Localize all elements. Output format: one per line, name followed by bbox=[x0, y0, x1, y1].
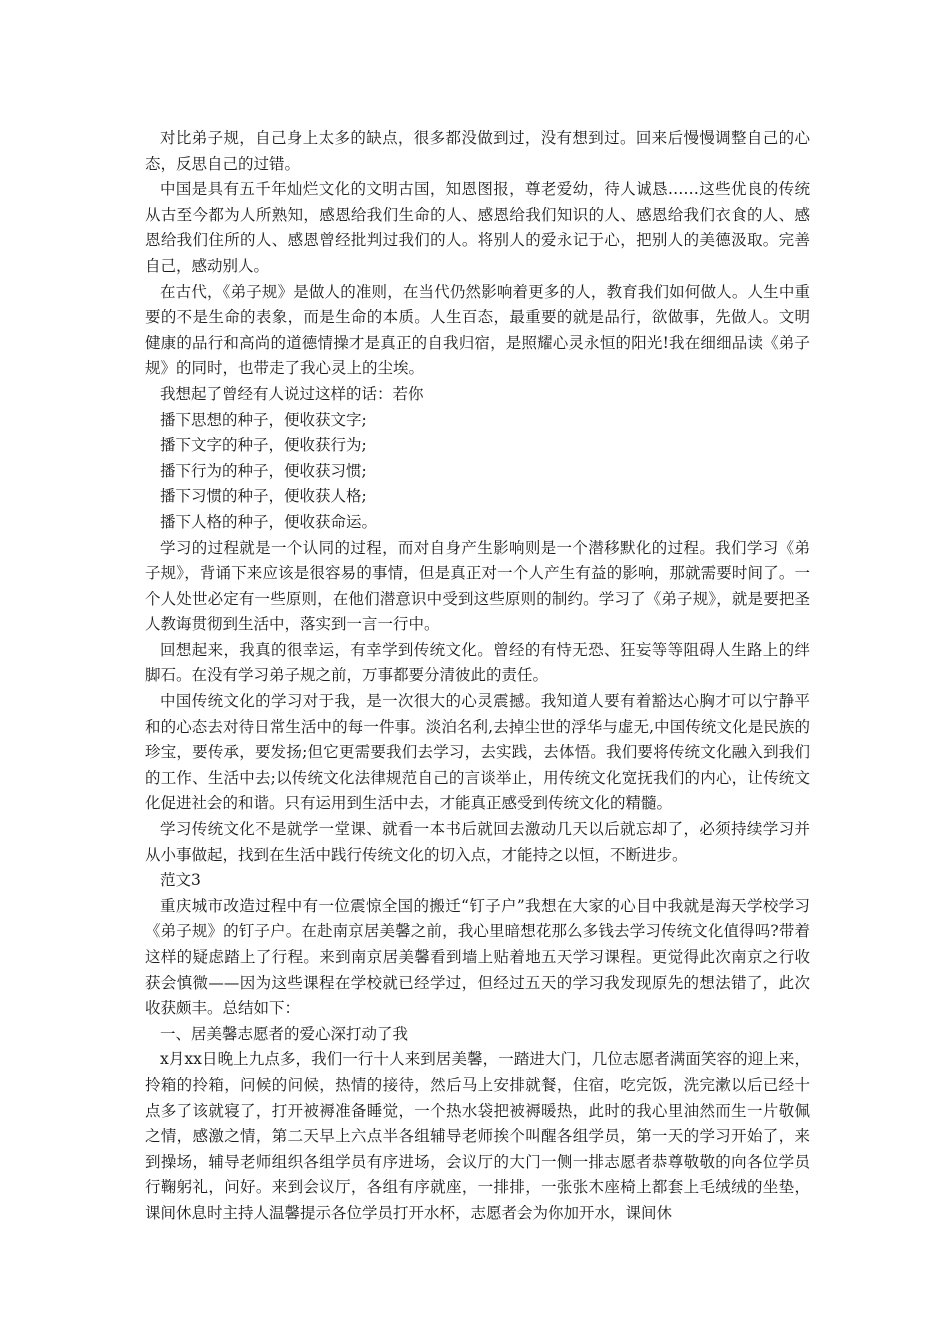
paragraph: 中国传统文化的学习对于我，是一次很大的心灵震撼。我知道人要有着豁达心胸才可以宁静平和的心态去对待日常生活中的每一件事。淡泊名利,去掉尘世的浮华与虚无,中国传统文化是民族的珍宝，要传承，要发扬;但它更需要我们去学习，去实践，去体悟。我们要将传统文化融入到我们的工作、生活中去;以传统文化法律规范自己的言谈举止，用传统文化宽抚我们的内心，让传统文化促进社会的和谐。只有运用到生活中去，才能真正感受到传统文化的精髓。 bbox=[145, 692, 810, 813]
verse-line: 播下思想的种子，便收获文字; bbox=[160, 410, 367, 429]
section-heading: 范文3 bbox=[160, 871, 201, 890]
paragraph: 我想起了曾经有人说过这样的话：若你 bbox=[160, 384, 424, 403]
verse-line: 播下习惯的种子，便收获人格; bbox=[160, 487, 367, 506]
paragraph: 回想起来，我真的很幸运，有幸学到传统文化。曾经的有恃无恐、狂妄等等阻碍人生路上的绊脚石。在没有学习弟子规之前，万事都要分清彼此的责任。 bbox=[145, 640, 810, 685]
paragraph: x月xx日晚上九点多，我们一行十人来到居美馨，一踏进大门，几位志愿者满面笑容的迎上来，拎箱的拎箱，问候的问候，热情的接待，然后马上安排就餐，住宿，吃完饭，洗完漱以后已经十点多了该就寝了，打开被褥准备睡觉，一个热水袋把被褥暖热，此时的我心里油然而生一片敬佩之情，感激之情，第二天早上六点半各组辅导老师挨个叫醒各组学员，第一天的学习开始了，来到操场，辅导老师组织各组学员有序进场，会议厅的大门一侧一排志愿者恭尊敬敬的向各位学员行鞠躬礼，问好。来到会议厅，各组有序就座，一排排，一张张木座椅上都套上毛绒绒的坐垫，课间休息时主持人温馨提示各位学员打开水杯，志愿者会为你加开水，课间休 bbox=[145, 1050, 810, 1222]
paragraph: 学习传统文化不是就学一堂课、就看一本书后就回去激动几天以后就忘却了，必须持续学习并从小事做起，找到在生活中践行传统文化的切入点，才能持之以恒，不断进步。 bbox=[145, 820, 810, 864]
paragraph: 在古代，《弟子规》是做人的准则，在当代仍然影响着更多的人，教育我们如何做人。人生中重要的不是生命的表象，而是生命的本质。人生百态，最重要的就是品行，欲做事，先做人。文明健康的品行和高尚的道德情操才是真正的自我归宿，是照耀心灵永恒的阳光!我在细细品读《弟子规》的同时，也带走了我心灵上的尘埃。 bbox=[145, 282, 810, 378]
paragraph: 学习的过程就是一个认同的过程，而对自身产生影响则是一个潜移默化的过程。我们学习《弟子规》，背诵下来应该是很容易的事情，但是真正对一个人产生有益的影响，那就需要时间了。一个人处世必定有一些原则，在他们潜意识中受到这些原则的制约。学习了《弟子规》，就是要把圣人教诲贯彻到生活中，落实到一言一行中。 bbox=[145, 538, 810, 634]
verse-line: 播下文字的种子，便收获行为; bbox=[160, 436, 367, 455]
paragraph: 中国是具有五千年灿烂文化的文明古国，知恩图报，尊老爱幼，待人诚恳……这些优良的传统从古至今都为人所熟知，感恩给我们生命的人、感恩给我们知识的人、感恩给我们衣食的人、感恩给我们住所的人、感恩曾经批判过我们的人。将别人的爱永记于心，把别人的美德汲取。完善自己，感动别人。 bbox=[145, 180, 810, 275]
verse-line: 播下人格的种子，便收获命运。 bbox=[160, 512, 378, 531]
verse-line: 播下行为的种子，便收获习惯; bbox=[160, 461, 367, 480]
paragraph: 重庆城市改造过程中有一位震惊全国的搬迁“钉子户”我想在大家的心目中我就是海天学校学习《弟子规》的钉子户。在赴南京居美馨之前，我心里暗想花那么多钱去学习传统文化值得吗?带着这样的疑虑踏上了行程。来到南京居美馨看到墙上贴着地五天学习课程。更觉得此次南京之行收获会慎微——因为这些课程在学校就已经学过，但经过五天的学习我发现原先的想法错了，此次收获颇丰。总结如下： bbox=[145, 896, 810, 1018]
paragraph: 对比弟子规，自己身上太多的缺点，很多都没做到过，没有想到过。回来后慢慢调整自己的心态，反思自己的过错。 bbox=[145, 129, 810, 173]
document-body bbox=[145, 126, 810, 1227]
subsection-heading: 一、居美馨志愿者的爱心深打动了我 bbox=[160, 1024, 409, 1043]
